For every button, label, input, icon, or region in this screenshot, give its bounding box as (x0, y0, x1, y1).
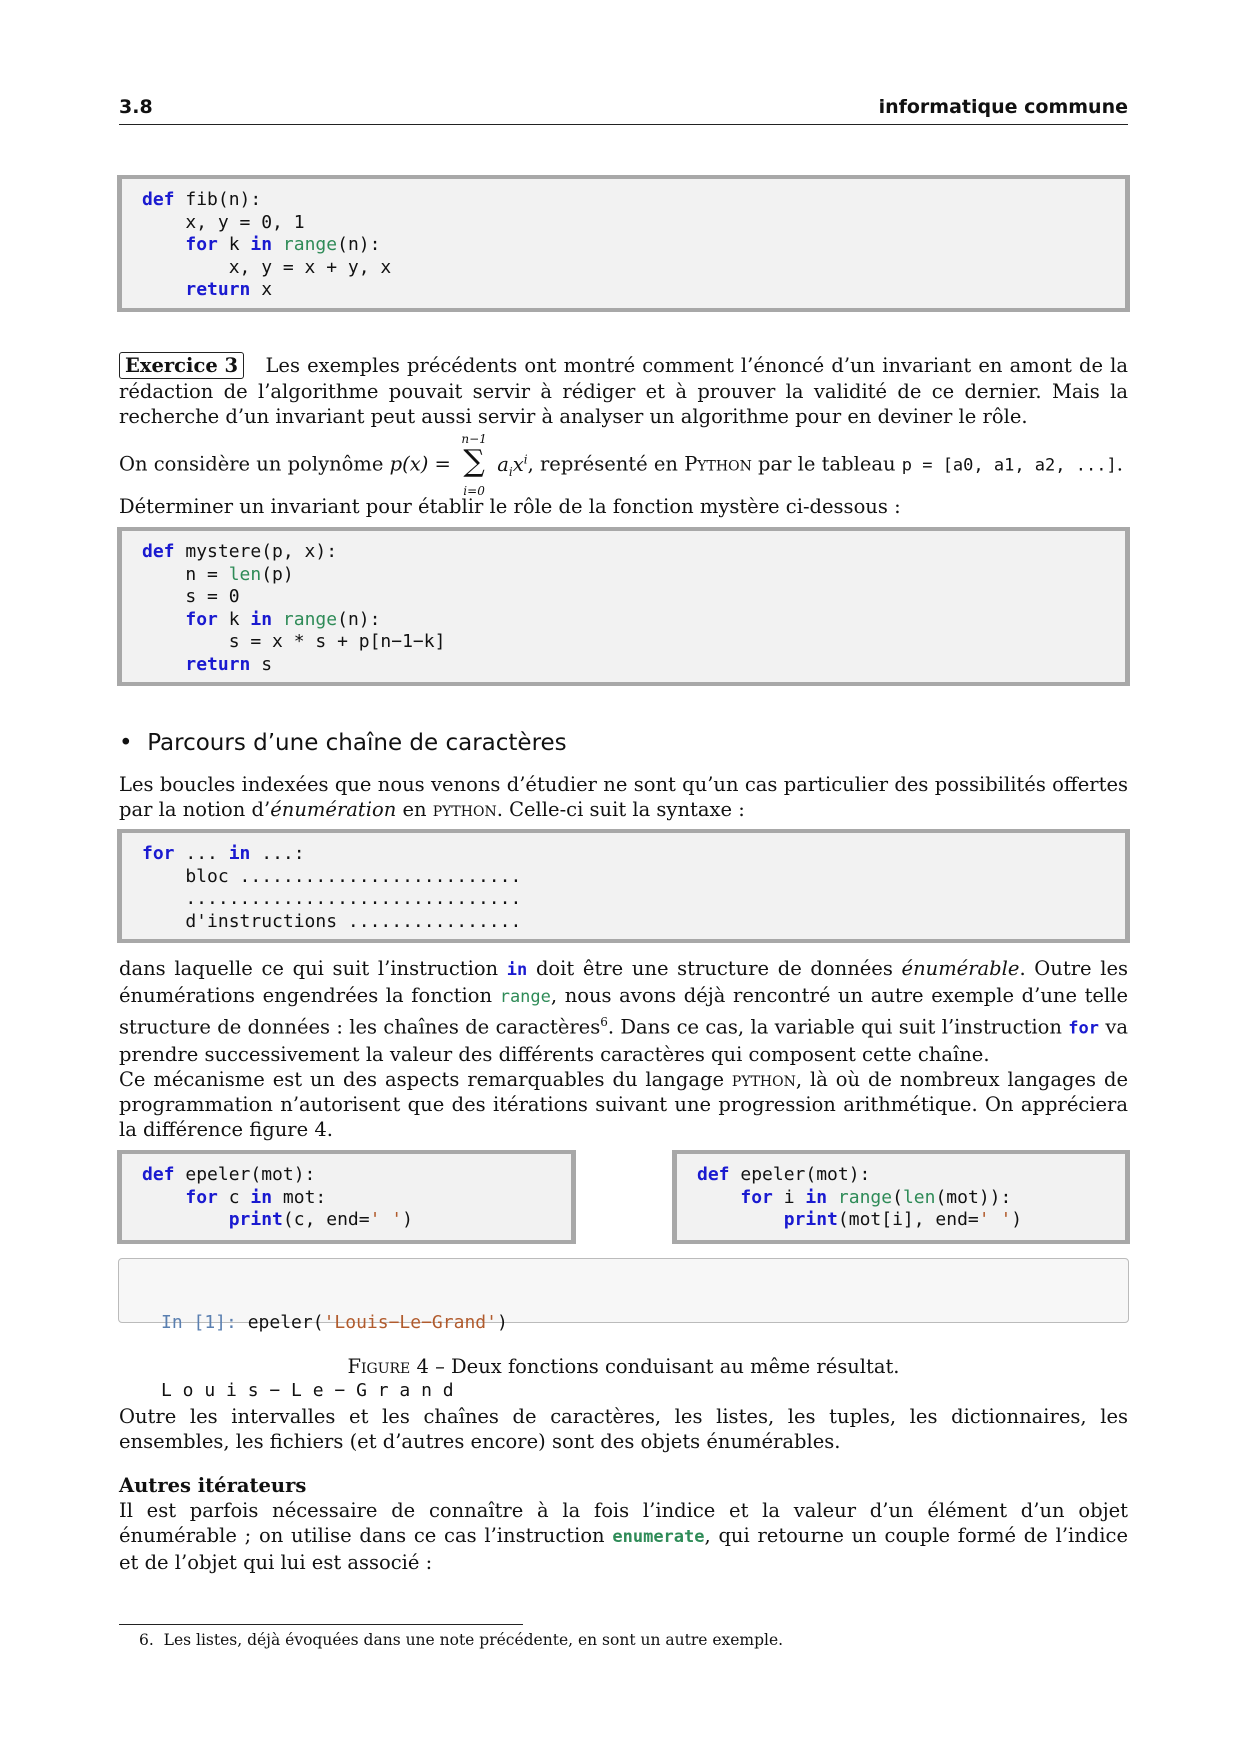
code-line: def epeler(mot): (697, 1164, 871, 1185)
code-line: s = x * s + p[n−1−k] (142, 631, 446, 652)
formula-lhs: p(x) = (389, 452, 451, 476)
code-line: for k in range(n): (185, 608, 381, 630)
footnote-rule (119, 1624, 523, 1625)
subheading: Autres itérateurs (119, 1474, 307, 1497)
code-line: def mystere(p, x): (142, 541, 338, 562)
code-line: for c in mot: (185, 1186, 327, 1208)
footnote: 6. Les listes, déjà évoquées dans une note précédente, en sont un autre exemple. (139, 1631, 784, 1649)
section-number: 3.8 (119, 96, 153, 118)
exercise-label: Exercice 3 (119, 352, 244, 379)
enumeration-paragraph: Les boucles indexées que nous venons d’étudier ne sont qu’un cas particulier des possibilités offertes par la notion d’énumération en python. Celle-ci suit la syntaxe : (119, 773, 1128, 821)
figure-caption: Figure 4 – Deux fonctions conduisant au même résultat. (347, 1355, 900, 1378)
code-line: bloc .......................... (142, 865, 522, 887)
console-result: L o u i s − L e − G r a n d (161, 1379, 454, 1401)
formula-term: $a_ix^i$ (497, 452, 528, 479)
code-line: x, y = 0, 1 (142, 211, 305, 233)
code-line: print(c, end=' ') (228, 1209, 413, 1230)
polynomial-line: On considère un polynôme p(x) = n−1 ∑ i=0 $a_ix^i$, représenté en Python par le tableau p = [a0, a1, a2, ...]. (119, 447, 1134, 484)
code-line: return x (185, 279, 273, 300)
code-line: print(mot[i], end=' ') (783, 1209, 1023, 1230)
sum-lower: i=0 (463, 483, 485, 498)
console-prompt: In [1]: (161, 1312, 237, 1333)
code-line: s = 0 (142, 586, 240, 607)
exercise-text: Les exemples précédents ont montré comment l’énoncé d’un invariant en amont de la rédaction de l’algorithme pouvait servir à rédiger et à prouver la validité de ce dernier. Mais la recherche d’un invariant peut aussi servir à analyser un algorithme pour en deviner le rôle. (119, 354, 1128, 428)
code-line: for ... in ...: (142, 843, 305, 864)
iteration-paragraph: dans laquelle ce qui suit l’instruction in doit être une structure de données énumérable. Outre les énumérations engendrées la fonction range, nous avons déjà rencontré un autre exemple d’une telle structure de données : les chaînes de caractères$^6$. Dans ce cas, la variable qui suit l’instruction for va prendre successivement la valeur des différents caractères qui composent cette chaîne. Ce mécanisme est un des aspects remarquables du langage python, là où de nombreux langages de programmation n’autorisent que des itérations suivant une progression arithmétique. On appréciera la différence figure 4. (119, 957, 1129, 1141)
bullet-icon: • (119, 730, 133, 756)
code-line: ............................... (142, 888, 522, 909)
code-line: n = len(p) (142, 563, 294, 585)
code-block-epeler-index (672, 1150, 1130, 1244)
code-line: for i in range(len(mot)): (740, 1186, 1012, 1208)
sum-upper: n−1 (461, 431, 487, 446)
array-code: p = [a0, a1, a2, ...] (901, 455, 1117, 476)
footnote-mark: 6 (600, 1015, 608, 1029)
code-block-mystere (117, 527, 1130, 686)
code-line: d'instructions ................ (142, 910, 522, 932)
sum-symbol: n−1 ∑ i=0 (457, 449, 491, 477)
enumerables-paragraph: Outre les intervalles et les chaînes de caractères, les listes, les tuples, les dictionnaires, les ensembles, les fichiers (et d’autres encore) sont des objets énumérables. (119, 1405, 1128, 1453)
section-heading: • Parcours d’une chaîne de caractères (119, 730, 567, 756)
code-block-fib (117, 175, 1130, 312)
exercise-paragraph (119, 352, 1128, 429)
exercise-question: Déterminer un invariant pour établir le rôle de la fonction mystère ci-dessous : (119, 495, 901, 518)
code-line: x, y = x + y, x (142, 256, 392, 278)
code-line: def fib(n): (142, 189, 262, 210)
console-output: In [1]: epeler('Louis−Le−Grand') L o u i s − L e − G r a n d (118, 1258, 1129, 1323)
code-line: return s (185, 653, 273, 675)
iterators-paragraph: Il est parfois nécessaire de connaître à la fois l’indice et la valeur d’un élément d’un objet énumérable ; on utilise dans ce cas l’instruction enumerate, qui retourne un couple formé de l’indice et de l’objet qui lui est associé : (119, 1499, 1128, 1574)
page-header (119, 96, 1128, 125)
code-block-for-syntax (117, 829, 1130, 943)
code-block-epeler-iter (117, 1150, 576, 1244)
running-title: informatique commune (878, 96, 1128, 118)
code-line: def epeler(mot): (142, 1164, 316, 1185)
code-line: for k in range(n): (185, 234, 381, 255)
